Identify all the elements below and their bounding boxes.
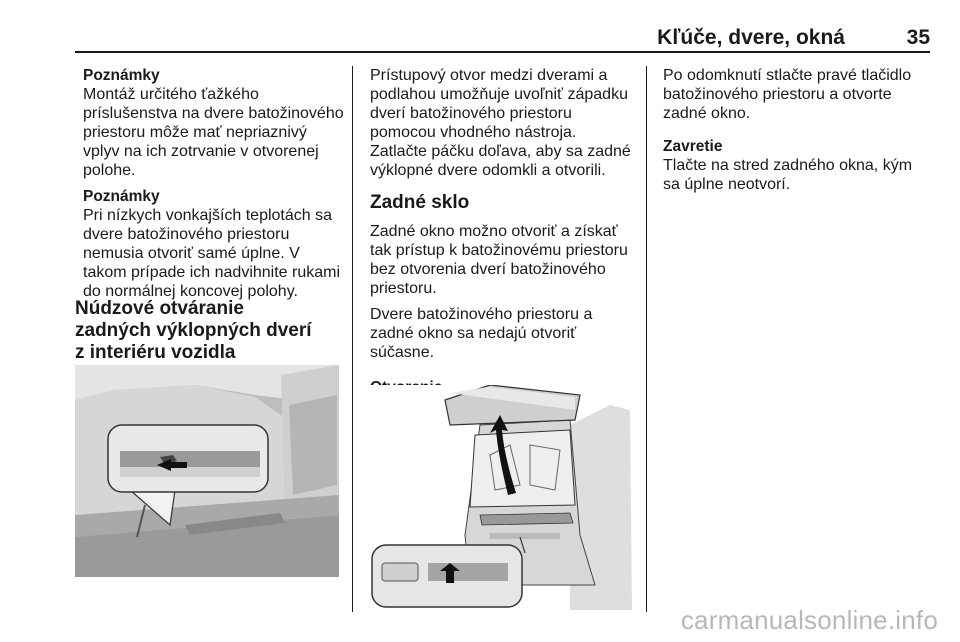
figure-rear-window-opening: [370, 385, 632, 610]
note-label: Poznámky: [83, 188, 160, 205]
paragraph: Zadné okno možno otvoriť a získať tak prístup k batožinovému priestoru bez otvorenia dverí batožinového priestoru.: [370, 223, 628, 297]
column-divider: [352, 66, 353, 612]
section-heading: Núdzové otváranie zadných výklopných dverí z interiéru vozidla: [75, 298, 312, 363]
header-title: Kľúče, dvere, okná: [657, 26, 845, 49]
note-text: Montáž určitého ťažkého príslušenstva na dvere batožinového priestoru môže mať nepriaznivý vplyv na ich zotrvanie v otvorenej polohe.: [83, 86, 344, 179]
note-label: Poznámky: [83, 67, 160, 84]
watermark: carmanualsonline.info: [680, 605, 938, 635]
paragraph: Po odomknutí stlačte pravé tlačidlo batožinového priestoru a otvorte zadné okno.: [663, 67, 912, 122]
sub-heading: Zavretie: [663, 138, 723, 155]
column-left: [83, 66, 345, 301]
figure-emergency-release: [75, 365, 339, 577]
section-heading: Zadné sklo: [370, 192, 470, 213]
page-number: 35: [906, 26, 930, 49]
column-divider: [646, 66, 647, 612]
column-right: [663, 66, 933, 194]
paragraph: Prístupový otvor medzi dverami a podlahou umožňuje uvoľniť západku dverí batožinového priestoru pomocou vhodného nástroja. Zatlačte páčku doľava, aby sa zadné výklopné dvere odomkli a otvorili.: [370, 67, 631, 179]
column-middle: [370, 66, 635, 397]
paragraph: Dvere batožinového priestoru a zadné okno sa nedajú otvoriť súčasne.: [370, 306, 593, 361]
header-rule: [75, 51, 930, 53]
paragraph: Tlačte na stred zadného okna, kým sa úplne neotvorí.: [663, 157, 913, 193]
note-text: Pri nízkych vonkajších teplotách sa dvere batožinového priestoru nemusia otvoriť samé úplne. V takom prípade ich nadvihnite rukami do normálnej koncovej polohy.: [83, 207, 341, 300]
